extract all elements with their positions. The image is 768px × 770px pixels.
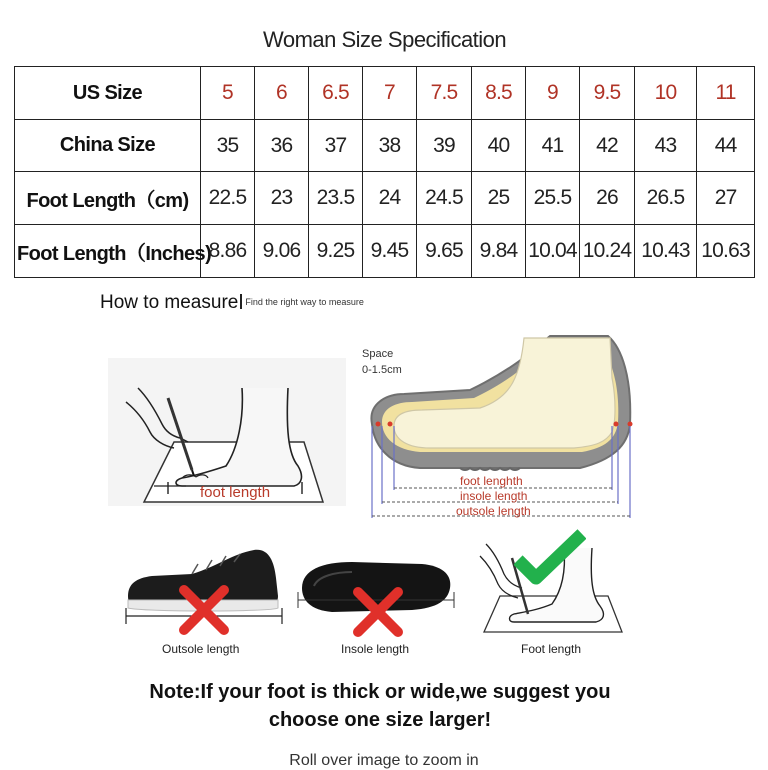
insole-length-label: insole length bbox=[460, 489, 528, 503]
table-cell: 42 bbox=[580, 120, 635, 172]
table-row bbox=[15, 120, 755, 172]
table-cell: 9.84 bbox=[472, 225, 526, 278]
table-cell: 37 bbox=[309, 120, 363, 172]
table-cell: 6 bbox=[255, 67, 309, 120]
table-cell: 41 bbox=[526, 120, 580, 172]
foot-length-caption-2: Foot length bbox=[521, 642, 582, 656]
table-cell: 35 bbox=[201, 120, 255, 172]
table-cell: 25.5 bbox=[526, 172, 580, 225]
table-cell: 10.24 bbox=[580, 225, 635, 278]
table-title: Woman Size Specification bbox=[15, 14, 755, 67]
check-icon bbox=[514, 528, 586, 588]
table-cell: 9.25 bbox=[309, 225, 363, 278]
table-cell: 9.65 bbox=[417, 225, 472, 278]
table-cell: 23.5 bbox=[309, 172, 363, 225]
table-row bbox=[15, 67, 755, 120]
note-line-1: Note:If your foot is thick or wide,we suggest you bbox=[149, 681, 611, 703]
row-label: China Size bbox=[15, 120, 201, 172]
table-cell: 5 bbox=[201, 67, 255, 120]
foot-length-caption: foot length bbox=[200, 484, 271, 501]
table-cell: 10.04 bbox=[526, 225, 580, 278]
table-cell: 39 bbox=[417, 120, 472, 172]
table-cell: 10 bbox=[635, 67, 697, 120]
table-cell: 26 bbox=[580, 172, 635, 225]
table-cell: 22.5 bbox=[201, 172, 255, 225]
sneaker-example bbox=[122, 538, 292, 628]
correct-foot-example bbox=[472, 528, 632, 638]
table-cell: 40 bbox=[472, 120, 526, 172]
size-table bbox=[14, 14, 755, 278]
insole-example bbox=[292, 548, 460, 638]
outsole-caption: Outsole length bbox=[162, 642, 240, 656]
table-cell: 27 bbox=[697, 172, 755, 225]
foot-measure-illustration bbox=[108, 358, 346, 506]
table-cell: 23 bbox=[255, 172, 309, 225]
table-cell: 26.5 bbox=[635, 172, 697, 225]
table-cell: 6.5 bbox=[309, 67, 363, 120]
measure-title: How to measure bbox=[100, 292, 239, 313]
table-cell: 10.63 bbox=[697, 225, 755, 278]
note-line-2: choose one size larger! bbox=[268, 709, 492, 731]
shoe-size-diagram bbox=[360, 318, 650, 528]
table-cell: 9.45 bbox=[363, 225, 417, 278]
zoom-hint: Roll over image to zoom in bbox=[289, 752, 479, 769]
measure-subtitle: Find the right way to measure bbox=[245, 297, 364, 307]
table-cell: 8.86 bbox=[201, 225, 255, 278]
space-value: 0-1.5cm bbox=[362, 364, 402, 376]
table-cell: 36 bbox=[255, 120, 309, 172]
table-cell: 11 bbox=[697, 67, 755, 120]
table-cell: 8.5 bbox=[472, 67, 526, 120]
table-cell: 24.5 bbox=[417, 172, 472, 225]
table-row bbox=[15, 172, 755, 225]
measure-heading bbox=[100, 292, 364, 314]
table-cell: 7.5 bbox=[417, 67, 472, 120]
row-label: Foot Length（Inches) bbox=[15, 225, 201, 278]
cross-icon bbox=[178, 584, 230, 636]
table-cell: 10.43 bbox=[635, 225, 697, 278]
row-label: Foot Length（cm) bbox=[15, 172, 201, 225]
cross-icon bbox=[352, 586, 404, 638]
row-label: US Size bbox=[15, 67, 201, 120]
table-cell: 7 bbox=[363, 67, 417, 120]
table-cell: 43 bbox=[635, 120, 697, 172]
table-cell: 9 bbox=[526, 67, 580, 120]
foot-length-label: foot lenghth bbox=[460, 474, 523, 488]
space-label: Space bbox=[362, 348, 394, 360]
table-row bbox=[15, 225, 755, 278]
table-cell: 24 bbox=[363, 172, 417, 225]
outsole-length-label: outsole length bbox=[456, 504, 531, 518]
insole-caption: Insole length bbox=[341, 642, 410, 656]
table-cell: 9.5 bbox=[580, 67, 635, 120]
table-cell: 44 bbox=[697, 120, 755, 172]
table-cell: 38 bbox=[363, 120, 417, 172]
table-cell: 9.06 bbox=[255, 225, 309, 278]
table-cell: 25 bbox=[472, 172, 526, 225]
divider bbox=[240, 294, 242, 309]
